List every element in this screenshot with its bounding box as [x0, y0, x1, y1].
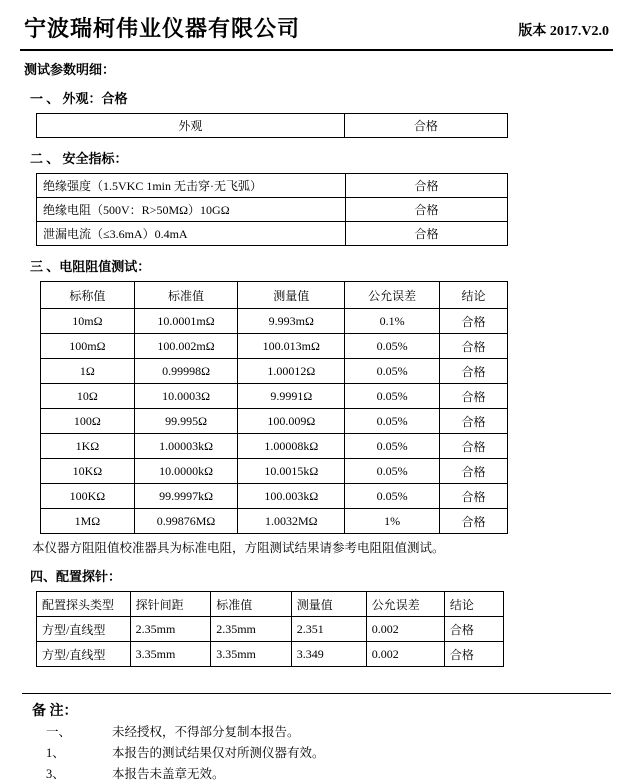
column-header-probe-standard: 标准值	[211, 592, 292, 617]
cell-tolerance: 0.05%	[345, 409, 440, 434]
cell-probe-tolerance: 0.002	[366, 617, 444, 642]
table-row	[41, 359, 508, 384]
cell-measured: 1.00008kΩ	[238, 434, 345, 459]
document-header	[18, 12, 615, 49]
cell-nominal: 1KΩ	[41, 434, 135, 459]
cell-probe-conclusion: 合格	[444, 642, 503, 667]
table-row	[37, 222, 508, 246]
remark-text: 本报告未盖章无效。	[112, 766, 225, 781]
list-item	[18, 745, 615, 762]
safety-item: 绝缘强度（1.5VKC 1min 无击穿·无飞弧）	[37, 174, 346, 198]
company-name: 宁波瑞柯伟业仪器有限公司	[24, 16, 301, 41]
cell-measured: 9.993mΩ	[238, 309, 345, 334]
resistance-note: 本仪器方阻阻值校准器具为标准电阻，方阻测试结果请参考电阻阻值测试。	[32, 541, 445, 555]
section-resistance-title: 三 、电阻阻值测试：	[30, 259, 151, 274]
cell-conclusion: 合格	[440, 309, 508, 334]
safety-result: 合格	[346, 174, 508, 198]
cell-standard: 0.99876MΩ	[134, 509, 238, 534]
cell-tolerance: 0.05%	[345, 334, 440, 359]
safety-item: 绝缘电阻（500V：R>50MΩ）10GΩ	[37, 198, 346, 222]
remark-number: 3、	[46, 766, 65, 781]
cell-tolerance: 1%	[345, 509, 440, 534]
column-header-probe-conclusion: 结论	[444, 592, 503, 617]
cell-probe-conclusion: 合格	[444, 617, 503, 642]
table-row	[37, 174, 508, 198]
column-header-standard: 标准值	[134, 282, 238, 309]
cell-measured: 100.013mΩ	[238, 334, 345, 359]
cell-standard: 10.0003Ω	[134, 384, 238, 409]
cell-standard: 99.995Ω	[134, 409, 238, 434]
column-header-probe-measured: 测量值	[291, 592, 366, 617]
remark-text: 本报告的测试结果仅对所测仪器有效。	[112, 745, 325, 760]
safety-item: 泄漏电流（≤3.6mA）0.4mA	[37, 222, 346, 246]
cell-nominal: 100KΩ	[41, 484, 135, 509]
remark-title: 备 注：	[32, 704, 78, 719]
remark-number: 一、	[46, 725, 72, 739]
table-row	[41, 484, 508, 509]
appearance-result: 合格	[344, 114, 507, 138]
cell-standard: 100.002mΩ	[134, 334, 238, 359]
cell-probe-standard: 2.35mm	[211, 617, 292, 642]
document-version: 版本 2017.V2.0	[518, 24, 609, 39]
table-row	[37, 114, 508, 138]
page-title: 测试参数明细：	[24, 62, 116, 77]
cell-tolerance: 0.05%	[345, 359, 440, 384]
header-divider	[20, 49, 613, 51]
cell-tolerance: 0.1%	[345, 309, 440, 334]
cell-probe-standard: 3.35mm	[211, 642, 292, 667]
cell-standard: 1.00003kΩ	[134, 434, 238, 459]
cell-probe-tolerance: 0.002	[366, 642, 444, 667]
cell-conclusion: 合格	[440, 359, 508, 384]
column-header-probe-type: 配置探头类型	[37, 592, 131, 617]
table-row	[37, 617, 504, 642]
cell-nominal: 100mΩ	[41, 334, 135, 359]
cell-measured: 100.003kΩ	[238, 484, 345, 509]
cell-conclusion: 合格	[440, 434, 508, 459]
appearance-table	[36, 113, 508, 138]
column-header-probe-tolerance: 公允误差	[366, 592, 444, 617]
cell-conclusion: 合格	[440, 384, 508, 409]
column-header-nominal: 标称值	[41, 282, 135, 309]
cell-tolerance: 0.05%	[345, 434, 440, 459]
cell-nominal: 100Ω	[41, 409, 135, 434]
safety-table	[36, 173, 508, 246]
cell-standard: 0.99998Ω	[134, 359, 238, 384]
list-item	[18, 766, 615, 783]
cell-probe-spacing: 3.35mm	[130, 642, 211, 667]
remark-list	[18, 724, 615, 783]
appearance-item: 外观	[37, 114, 345, 138]
table-row	[37, 198, 508, 222]
safety-result: 合格	[346, 222, 508, 246]
cell-probe-measured: 3.349	[291, 642, 366, 667]
column-header-conclusion: 结论	[440, 282, 508, 309]
cell-conclusion: 合格	[440, 409, 508, 434]
safety-result: 合格	[346, 198, 508, 222]
table-row	[41, 384, 508, 409]
cell-conclusion: 合格	[440, 509, 508, 534]
cell-measured: 10.0015kΩ	[238, 459, 345, 484]
table-row	[37, 642, 504, 667]
table-row	[41, 309, 508, 334]
list-item	[18, 724, 615, 741]
cell-conclusion: 合格	[440, 334, 508, 359]
column-header-measured: 测量值	[238, 282, 345, 309]
column-header-tolerance: 公允误差	[345, 282, 440, 309]
section-probe-title: 四、配置探针：	[30, 569, 122, 584]
remark-text: 未经授权，不得部分复制本报告。	[112, 725, 300, 739]
table-header-row	[41, 282, 508, 309]
table-row	[41, 434, 508, 459]
probe-table	[36, 591, 504, 667]
footer-divider	[22, 693, 611, 694]
table-row	[41, 334, 508, 359]
table-row	[41, 409, 508, 434]
cell-nominal: 10mΩ	[41, 309, 135, 334]
cell-nominal: 10Ω	[41, 384, 135, 409]
column-header-probe-spacing: 探针间距	[130, 592, 211, 617]
table-header-row	[37, 592, 504, 617]
cell-measured: 100.009Ω	[238, 409, 345, 434]
remark-number: 1、	[46, 745, 65, 760]
section-appearance-title: 一 、 外观：合格	[30, 91, 128, 106]
cell-nominal: 10KΩ	[41, 459, 135, 484]
cell-probe-spacing: 2.35mm	[130, 617, 211, 642]
cell-measured: 1.00012Ω	[238, 359, 345, 384]
table-row	[41, 459, 508, 484]
cell-standard: 10.0000kΩ	[134, 459, 238, 484]
cell-tolerance: 0.05%	[345, 384, 440, 409]
cell-probe-type: 方型/直线型	[37, 642, 131, 667]
section-safety-title: 二 、 安全指标：	[30, 151, 128, 166]
cell-tolerance: 0.05%	[345, 459, 440, 484]
cell-measured: 9.9991Ω	[238, 384, 345, 409]
cell-conclusion: 合格	[440, 484, 508, 509]
cell-conclusion: 合格	[440, 459, 508, 484]
cell-standard: 10.0001mΩ	[134, 309, 238, 334]
table-row	[41, 509, 508, 534]
resistance-table	[40, 281, 508, 534]
cell-nominal: 1Ω	[41, 359, 135, 384]
cell-probe-type: 方型/直线型	[37, 617, 131, 642]
cell-nominal: 1MΩ	[41, 509, 135, 534]
cell-standard: 99.9997kΩ	[134, 484, 238, 509]
cell-measured: 1.0032MΩ	[238, 509, 345, 534]
cell-tolerance: 0.05%	[345, 484, 440, 509]
cell-probe-measured: 2.351	[291, 617, 366, 642]
